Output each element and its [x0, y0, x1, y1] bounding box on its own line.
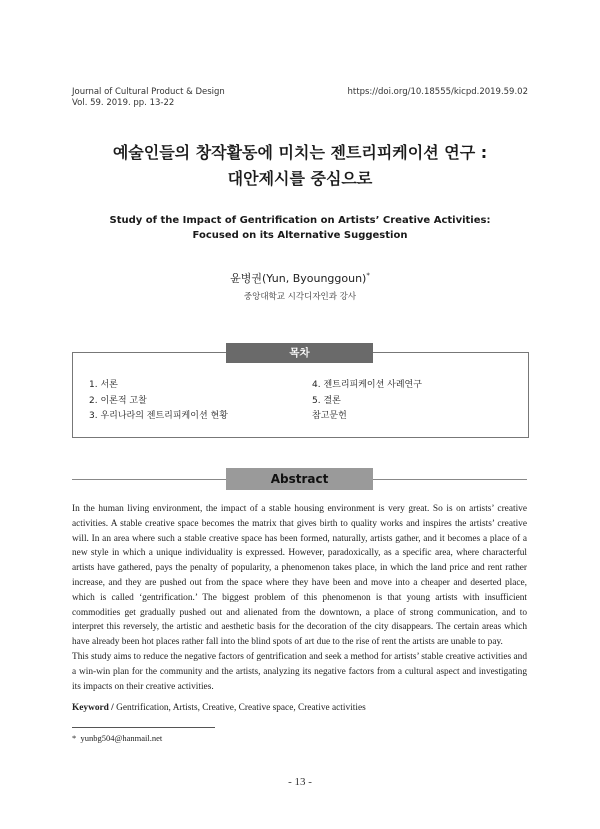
abstract-body — [72, 502, 527, 694]
journal-name: Journal of Cultural Product & Design — [72, 87, 225, 97]
author-footnote-mark: * — [366, 271, 370, 280]
korean-title — [0, 140, 600, 192]
footnote-divider — [72, 727, 215, 728]
journal-volume: Vol. 59. 2019. pp. 13-22 — [72, 98, 175, 108]
keyword-label: Keyword / — [72, 703, 114, 713]
abstract-heading: Abstract — [226, 468, 373, 490]
footnote-email: yunbg504@hanmail.net — [80, 733, 163, 743]
toc-item: 5. 결론 — [312, 395, 341, 406]
toc-item: 2. 이론적 고찰 — [89, 395, 147, 406]
abstract-paragraph: In the human living environment, the impact of a stable housing environment is very great. So is on artists’ creative activities. A stable creative space becomes the matrix that gives birth to quality works and inspires the artists’ creative will. In an area where such a stable creative space has been formed, naturally, artists gather, and it becomes a place of a new style in which a unique individuality is expressed. However, paradoxically, as a specific area, where characterful artists have gathered, pays the penalty of popularity, a phenomenon takes place, in which the land price and rent rather increase, and they are pushed out from the space where they have been and move into a cheaper and deserted place, which is called ‘gentrification.’ The biggest problem of this phenomenon is that young artists with insufficient commodities get gradually pushed out and alienated from the downtown, a place of strong communication, and to interpret this reversely, the artistic and aesthetic basis for the decoration of the city disappears. The certain areas which have already been hot places rather fall into the blind spots of art due to the rise of rent the artists are unable to pay. — [72, 504, 527, 648]
toc-item: 1. 서론 — [89, 380, 118, 390]
author-line — [0, 270, 600, 286]
toc-heading: 목차 — [226, 343, 373, 363]
keywords — [72, 703, 366, 713]
abstract-paragraph: This study aims to reduce the negative factors of gentrification and seek a method for artists’ stable creative activities and a win-win plan for the community and the artists, analyzing its negative factors from a cultural aspect and investigating its impacts on their creative activities. — [72, 651, 527, 692]
footnote — [72, 733, 162, 743]
page-number: - 13 - — [288, 776, 312, 788]
toc-item: 참고문헌 — [312, 411, 347, 421]
toc-item: 3. 우리나라의 젠트리피케이션 현황 — [89, 411, 228, 421]
author-name: 윤병권(Yun, Byounggoun) — [230, 272, 367, 285]
korean-title-line1: 예술인들의 창작활동에 미치는 젠트리피케이션 연구 : — [112, 143, 488, 162]
english-title-line1: Study of the Impact of Gentrification on Artists’ Creative Activities: — [109, 215, 491, 226]
journal-info — [72, 87, 225, 109]
author-affiliation: 중앙대학교 시각디자인과 강사 — [243, 292, 357, 302]
footnote-mark: * — [72, 733, 77, 743]
toc-left-column — [89, 378, 228, 425]
english-title-line2: Focused on its Alternative Suggestion — [192, 230, 408, 241]
korean-title-line2: 대안제시를 중심으로 — [227, 169, 373, 188]
toc-right-column — [312, 378, 422, 425]
english-title — [0, 213, 600, 243]
keyword-text: Gentrification, Artists, Creative, Creative space, Creative activities — [116, 703, 366, 713]
doi-link[interactable]: https://doi.org/10.18555/kicpd.2019.59.02 — [347, 87, 528, 97]
toc-item: 4. 젠트리피케이션 사례연구 — [312, 380, 422, 390]
